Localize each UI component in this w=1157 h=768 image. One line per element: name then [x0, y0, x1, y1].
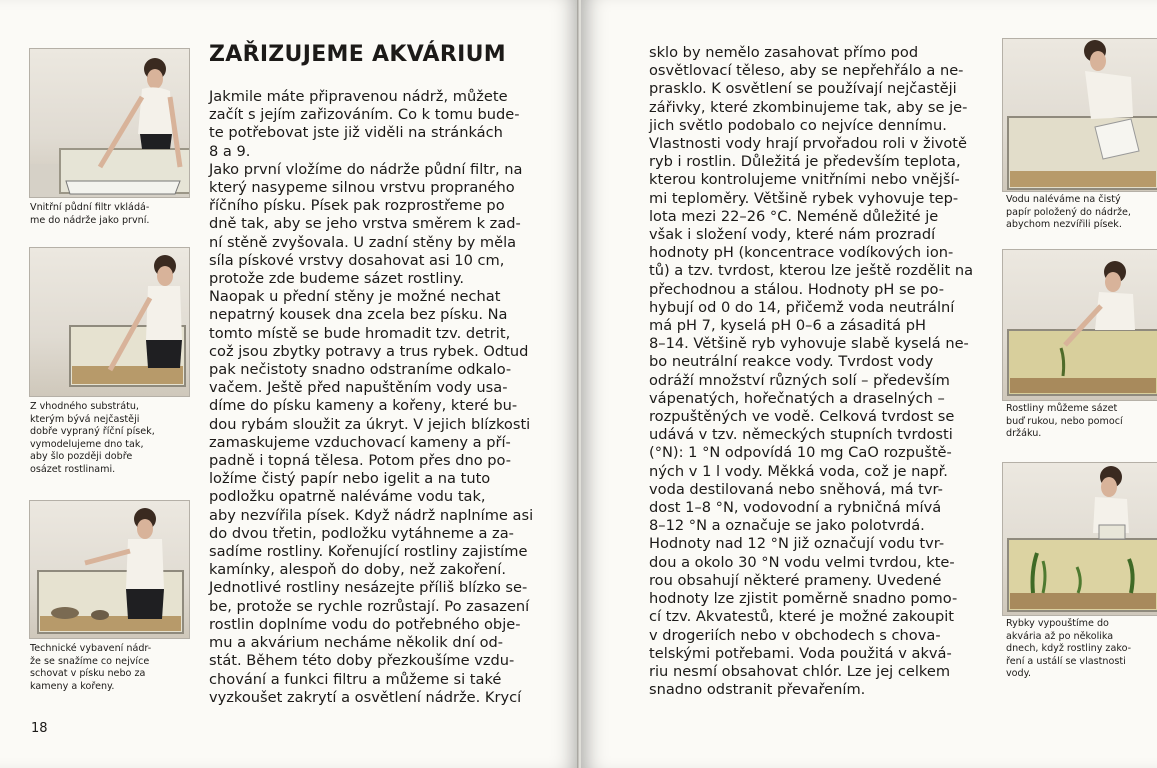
- body-line: Jednotlivé rostliny nesázejte příliš blízko se-: [209, 579, 528, 597]
- body-line: kterou kontrolujeme vnitřními nebo vnější-: [649, 171, 960, 189]
- left-body-text: [209, 88, 533, 707]
- body-line: Vlastnosti vody hrají prvořadou roli v životě: [649, 135, 968, 153]
- caption-line: kterým bývá nejčastěji: [30, 413, 140, 425]
- body-line: což jsou zbytky potravy a trus rybek. Odtud: [209, 342, 529, 360]
- body-line: začít s jejím zařizováním. Co k tomu bude-: [209, 106, 520, 124]
- caption-3: [30, 643, 151, 693]
- caption-line: Technické vybavení nádr-: [30, 643, 152, 654]
- body-line: chování a funkci filtru a můžeme si také: [209, 670, 502, 688]
- body-line: ryb i rostlin. Důležitá je především teplota,: [649, 153, 961, 171]
- caption-line: ření a ustálí se vlastnosti: [1006, 655, 1126, 667]
- caption-line: buď rukou, nebo pomocí: [1006, 415, 1123, 427]
- right-page: [581, 0, 1157, 768]
- body-line: jich světlo podobalo co nejvíce dennímu.: [649, 116, 947, 134]
- caption-4: [1006, 194, 1131, 232]
- page-number: 18: [31, 721, 48, 736]
- body-line: rostlin doplníme vodu do potřebného obje-: [209, 615, 521, 633]
- body-line: hodnoty pH (koncentrace vodíkových ion-: [649, 244, 954, 262]
- caption-6: [1006, 618, 1131, 681]
- body-line: vačem. Ještě před napuštěním vody usa-: [209, 379, 508, 397]
- body-line: hodnoty lze zjistit poměrně snadno pomo-: [649, 590, 958, 608]
- photo-filter-insertion: [29, 48, 190, 198]
- caption-line: Vodu naléváme na čistý: [1006, 194, 1121, 205]
- body-line: dost 1–8 °N, vodovodní a rybničná mívá: [649, 499, 942, 517]
- caption-line: dnech, když rostliny zako-: [1006, 643, 1132, 655]
- body-line: bo neutrální reakce vody. Tvrdost vody: [649, 353, 934, 371]
- caption-line: me do nádrže jako první.: [30, 214, 150, 226]
- body-line: Hodnoty nad 12 °N již označují vodu tvr-: [649, 535, 945, 553]
- body-line: 8–14. Většině ryb vyhovuje slabě kyselá ne-: [649, 335, 969, 353]
- body-line: padně i topná tělesa. Potom přes dno po-: [209, 452, 512, 470]
- body-line: podložku opatrně naléváme vodu tak,: [209, 488, 486, 506]
- body-line: kamínky, alespoň do doby, než zakoření.: [209, 561, 506, 579]
- body-line: Jakmile máte připravenou nádrž, můžete: [209, 88, 508, 105]
- body-line: osvětlovací těleso, aby se nepřehřálo a ne-: [649, 62, 964, 80]
- body-line: dou rybám sloužit za úkryt. V jejich blízkosti: [209, 415, 531, 433]
- photo-technical-equipment: [29, 500, 190, 639]
- photo-planting: [1002, 249, 1157, 401]
- body-line: mu a akvárium necháme několik dní od-: [209, 634, 504, 652]
- body-line: odráží množství různých solí – především: [649, 371, 950, 389]
- body-line: zamaskujeme vzduchovací kameny a pří-: [209, 433, 511, 451]
- body-line: voda destilovaná nebo sněhová, má tvr-: [649, 480, 943, 498]
- body-line: dně tak, aby se jeho vrstva směrem k zad-: [209, 215, 521, 233]
- body-line: udává v tzv. německých stupních tvrdosti: [649, 426, 953, 444]
- body-line: Jako první vložíme do nádrže půdní filtr, na: [209, 160, 523, 178]
- body-line: mi teploměry. Většině rybek vyhovuje tep-: [649, 189, 959, 207]
- body-line: tomto místě se bude hromadit tzv. detrit,: [209, 324, 511, 342]
- body-line: hybují od 0 do 14, přičemž voda neutrální: [649, 298, 955, 316]
- body-line: 8 a 9.: [209, 142, 251, 160]
- body-line: říčního písku. Písek pak rozprostřeme po: [209, 197, 505, 215]
- body-line: díme do písku kameny a kořeny, které bu-: [209, 397, 518, 415]
- caption-line: Rostliny můžeme sázet: [1006, 403, 1118, 414]
- caption-line: abychom nezvířili písek.: [1006, 219, 1122, 231]
- caption-line: dobře vypraný říční písek,: [30, 426, 155, 438]
- caption-line: vymodelujeme dno tak,: [30, 438, 144, 450]
- photo-substrate-shaping: [29, 247, 190, 397]
- photo-pouring-water: [1002, 38, 1157, 192]
- photo-releasing-fish: [1002, 462, 1157, 616]
- caption-line: schovat v písku nebo za: [30, 668, 146, 680]
- caption-line: papír položený do nádrže,: [1006, 206, 1131, 218]
- body-line: v drogeriích nebo v obchodech s chova-: [649, 626, 941, 644]
- body-line: síla pískové vrstvy dosahovat asi 10 cm,: [209, 251, 505, 269]
- body-line: však i složení vody, které nám prozradí: [649, 226, 936, 244]
- caption-line: držáku.: [1006, 428, 1042, 440]
- body-line: rozpuštěných ve vodě. Celková tvrdost se: [649, 408, 955, 426]
- body-line: vyzkoušet zakrytí a osvětlení nádrže. Krycí: [209, 688, 522, 706]
- caption-line: Z vhodného substrátu,: [30, 401, 139, 412]
- body-line: vápenatých, hořečnatých a draselných –: [649, 389, 945, 407]
- caption-line: vody.: [1006, 668, 1031, 680]
- body-line: lota mezi 22–26 °C. Neméně důležité je: [649, 207, 939, 225]
- caption-line: že se snažíme co nejvíce: [30, 655, 150, 667]
- body-line: te potřebovat jste již viděli na stránkách: [209, 124, 503, 142]
- body-line: nepatrný kousek dna zcela bez písku. Na: [209, 306, 508, 324]
- body-line: tů) a tzv. tvrdost, kterou lze ještě rozdělit na: [649, 262, 974, 280]
- body-line: prasklo. K osvětlení se používají nejčastěji: [649, 80, 957, 98]
- caption-line: osázet rostlinami.: [30, 463, 116, 475]
- body-line: má pH 7, kyselá pH 0–6 a zásaditá pH: [649, 317, 926, 335]
- caption-5: [1006, 403, 1123, 441]
- body-line: telskými potřebami. Voda použitá v akvá-: [649, 644, 952, 662]
- right-body-text: [649, 44, 973, 699]
- caption-2: [30, 401, 155, 477]
- body-line: pak nečistoty snadno odstraníme odkalo-: [209, 361, 512, 379]
- body-line: sadíme rostliny. Kořenující rostliny zajistíme: [209, 543, 528, 561]
- caption-1: [30, 202, 149, 227]
- body-line: do dvou třetin, podložku vytáhneme a za-: [209, 524, 514, 542]
- body-line: 8–12 °N a označuje se jako polotvrdá.: [649, 517, 925, 535]
- body-line: be, protože se rychle rozrůstají. Po zasazení: [209, 597, 530, 615]
- body-line: stát. Během této doby přezkoušíme vzdu-: [209, 652, 515, 670]
- caption-line: akvária až po několika: [1006, 630, 1114, 642]
- body-line: který nasypeme silnou vrstvu propraného: [209, 179, 515, 197]
- body-line: zářivky, které zkombinujeme tak, aby se je-: [649, 98, 968, 116]
- body-line: rou obsahují některé prameny. Uvedené: [649, 571, 942, 589]
- body-line: protože zde budeme sázet rostliny.: [209, 270, 464, 288]
- body-line: dou a okolo 30 °N vodu velmi tvrdou, kte-: [649, 553, 955, 571]
- body-line: ní stěně zvyšovala. U zadní stěny by měla: [209, 233, 517, 251]
- caption-line: aby šlo později dobře: [30, 451, 133, 463]
- page-title: ZAŘIZUJEME AKVÁRIUM: [209, 42, 506, 67]
- caption-line: Vnitřní půdní filtr vkládá-: [30, 202, 150, 213]
- body-line: snadno odstranit převařením.: [649, 681, 866, 699]
- body-line: cí tzv. Akvatestů, které je možné zakoupit: [649, 608, 954, 626]
- body-line: ných v 1 l vody. Měkká voda, což je např.: [649, 462, 948, 480]
- body-line: přechodnou a stálou. Hodnoty pH se po-: [649, 280, 944, 298]
- body-line: aby nezvířila písek. Když nádrž naplníme asi: [209, 506, 534, 524]
- caption-line: Rybky vypouštíme do: [1006, 618, 1109, 629]
- body-line: Naopak u přední stěny je možné nechat: [209, 288, 501, 306]
- body-line: (°N): 1 °N odpovídá 10 mg CaO rozpuště-: [649, 444, 952, 462]
- body-line: ložíme čistý papír nebo igelit a na tuto: [209, 470, 491, 488]
- body-line: sklo by nemělo zasahovat přímo pod: [649, 44, 919, 61]
- body-line: riu nesmí obsahovat chlór. Lze jej celkem: [649, 662, 951, 680]
- caption-line: kameny a kořeny.: [30, 680, 115, 692]
